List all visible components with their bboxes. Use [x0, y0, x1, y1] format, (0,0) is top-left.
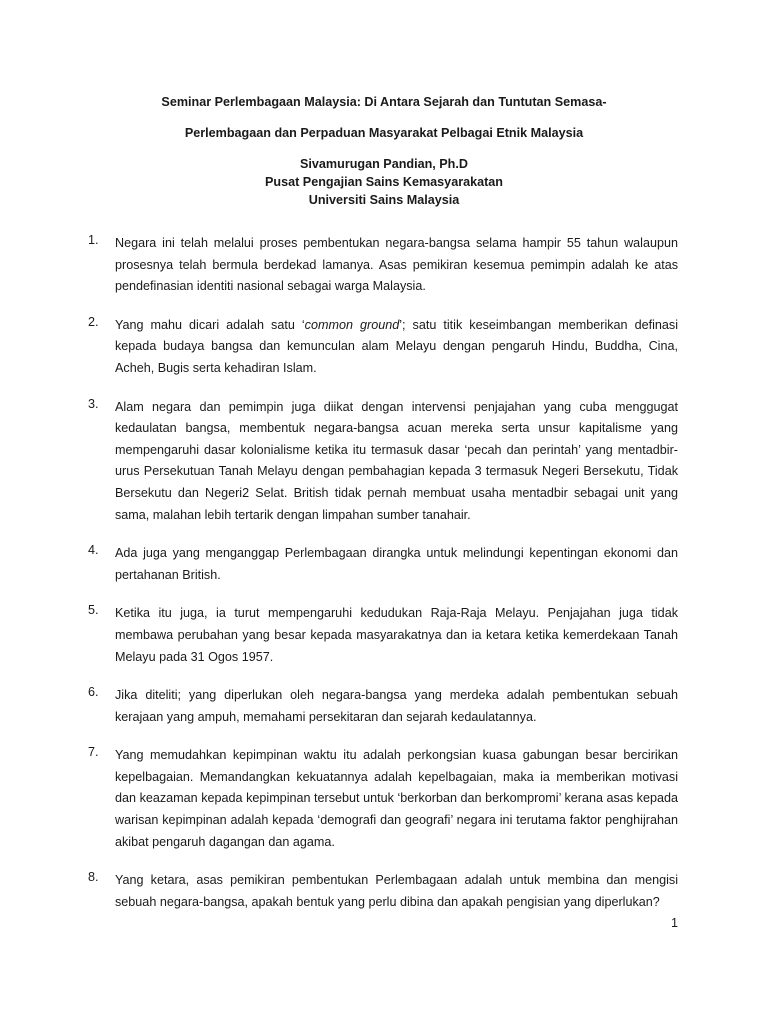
paragraph-text: Negara ini telah melalui proses pembentukan negara-bangsa selama hampir 55 tahun walaupun prosesnya telah bermula berdekad lamanya. Asas pemikiran kesemua pemimpin adalah ke atas pendefinasian identiti nasional sebagai warga Malaysia.	[115, 236, 678, 294]
list-item	[88, 315, 678, 380]
list-item	[88, 745, 678, 853]
document-header	[0, 93, 768, 209]
seminar-title: Seminar Perlembagaan Malaysia: Di Antara Sejarah dan Tuntutan Semasa-	[161, 95, 607, 109]
paragraph-text: Ada juga yang menganggap Perlembagaan dirangka untuk melindungi kepentingan ekonomi dan pertahanan British.	[115, 546, 678, 582]
paragraph-text: Ketika itu juga, ia turut mempengaruhi kedudukan Raja-Raja Melayu. Penjajahan juga tidak membawa perubahan yang besar kepada masyarakatnya dan ia ketara ketika kemerdekaan Tanah Melayu pada 31 Ogos 1957.	[115, 606, 678, 664]
list-number: 7.	[88, 745, 99, 760]
paragraph-text: Yang ketara, asas pemikiran pembentukan Perlembagaan adalah untuk membina dan mengisi sebuah negara-bangsa, apakah bentuk yang perlu dibina dan apakah pengisian yang diperlukan?	[115, 873, 678, 909]
page-number: 1	[670, 916, 678, 930]
list-number: 1.	[88, 233, 99, 247]
paragraph-text: Yang memudahkan kepimpinan waktu itu adalah perkongsian kuasa gabungan besar bercirikan kepelbagaian. Memandangkan kekuatannya adalah kepelbagaian, maka ia memberikan motivasi dan keazaman kepada kepimpinan tersebut untuk ‘berkorban dan berkompromi’ kerana asas kepada warisan kepimpinan adalah kepada ‘demografi dan geografi’ negara ini terutama faktor penghijrahan akibat pengaruh dagangan dan agama.	[115, 748, 678, 849]
list-number: 2.	[88, 314, 99, 329]
list-item	[88, 543, 678, 586]
numbered-points	[88, 233, 678, 930]
list-item	[88, 870, 678, 913]
author-name: Sivamurugan Pandian, Ph.D	[300, 157, 468, 171]
author-block	[0, 155, 768, 209]
paragraph-text: Jika diteliti; yang diperlukan oleh negara-bangsa yang merdeka adalah pembentukan sebuah kerajaan yang ampuh, memahami persekitaran dan sejarah kedaulatannya.	[115, 688, 678, 724]
list-item	[88, 397, 678, 527]
list-number: 3.	[88, 396, 99, 411]
list-number: 6.	[88, 685, 99, 700]
paragraph-text-part: Yang mahu dicari adalah satu ‘	[115, 317, 305, 332]
list-number: 8.	[88, 870, 99, 885]
document-subtitle: Perlembagaan dan Perpaduan Masyarakat Pelbagai Etnik Malaysia	[184, 126, 584, 140]
author-centre: Pusat Pengajian Sains Kemasyarakatan	[265, 175, 503, 189]
list-item	[88, 233, 678, 298]
list-item	[88, 685, 678, 728]
italic-term: common ground	[304, 317, 400, 332]
list-number: 5.	[88, 603, 99, 618]
paragraph-text: Alam negara dan pemimpin juga diikat dengan intervensi penjajahan yang cuba menggugat kedaulatan bangsa, membentuk negara-bangsa acuan mereka serta unsur kapitalisme yang mempengaruhi dasar kolonialisme ketika itu termasuk dasar ‘pecah dan perintah’ yang mentadbir-urus Persekutuan Tanah Melayu dengan pembahagian kepada 3 termasuk Negeri Bersekutu, Tidak Bersekutu dan Negeri2 Selat. British tidak pernah membuat usaha mentadbir sebagai unit yang sama, malahan lebih tertarik dengan limpahan sumber tanahair.	[115, 399, 678, 522]
list-item	[88, 603, 678, 668]
paragraph-text-part: ’; satu titik keseimbangan memberikan definasi kepada budaya bangsa dan kemunculan alam Melayu dengan pengaruh Hindu, Buddha, Cina, Acheh, Bugis serta kehadiran Islam.	[115, 317, 678, 375]
paragraph-text	[115, 315, 678, 380]
author-university: Universiti Sains Malaysia	[308, 193, 460, 207]
list-number: 4.	[88, 543, 99, 558]
